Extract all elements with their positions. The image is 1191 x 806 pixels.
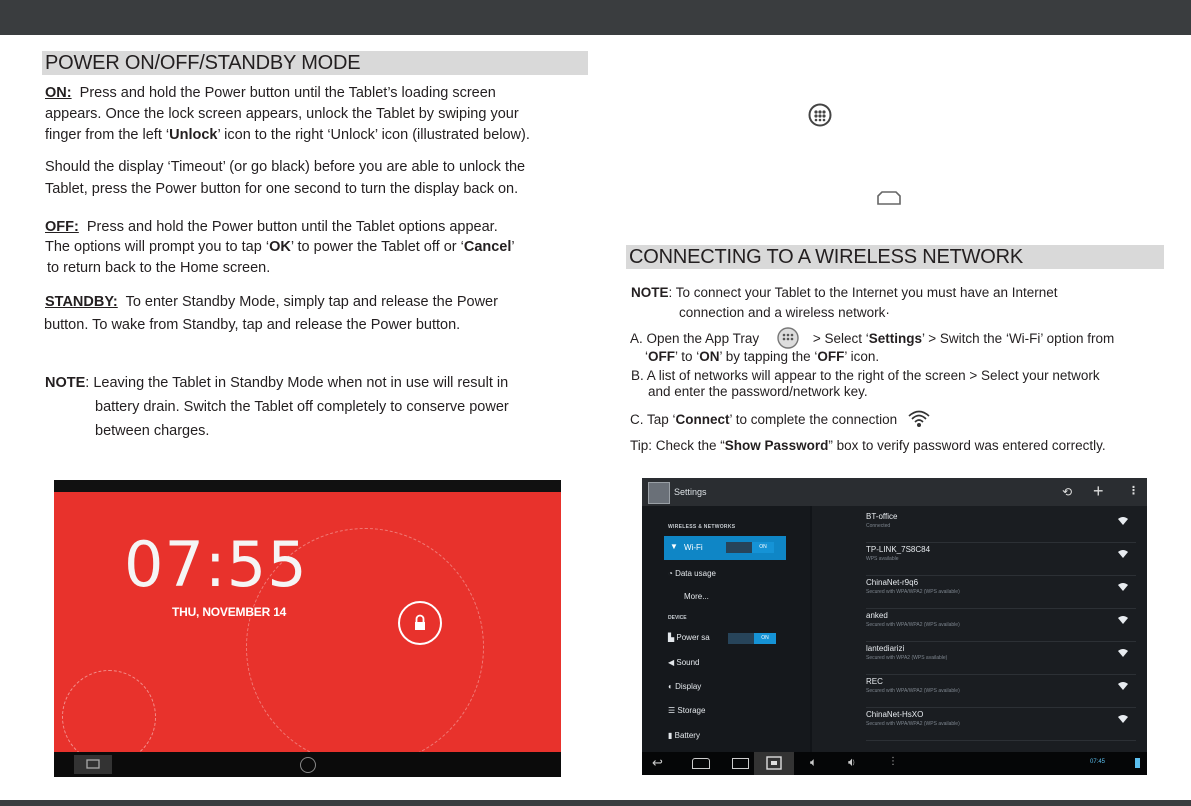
overflow-menu-icon[interactable]: ⋮	[1128, 485, 1139, 497]
on-text-3a: finger from the left ‘	[45, 127, 170, 143]
lock-status-bar	[54, 480, 561, 492]
network-name: lantediarizi	[866, 644, 905, 653]
network-row[interactable]	[866, 609, 1136, 642]
tip-a: Tip: Check the “	[630, 438, 725, 453]
network-row[interactable]	[866, 576, 1136, 609]
standby-text-1: To enter Standby Mode, simply tap and release the Power	[125, 294, 498, 310]
app-tray-icon-large	[808, 103, 832, 127]
network-name: REC	[866, 677, 883, 686]
network-row[interactable]	[866, 510, 1136, 543]
off-label: OFF:	[45, 219, 79, 235]
network-status: Secured with WPA/WPA2 (WPS available)	[866, 589, 960, 595]
on-line-3	[45, 125, 530, 146]
step-a-line-1	[630, 327, 1114, 349]
wifi-note-line-1	[631, 283, 1058, 303]
step-a-on: ON	[699, 349, 720, 364]
network-name: ChinaNet-r9q6	[866, 578, 919, 587]
wifi-note-line-2: connection and a wireless network·	[679, 305, 890, 320]
settings-action-bar	[642, 478, 1147, 506]
step-b-line-2: and enter the password/network key.	[648, 384, 868, 399]
app-tray-icon-small	[777, 327, 799, 349]
off-text-2e: ’	[511, 239, 515, 255]
settings-screen-image	[642, 478, 1147, 775]
data-usage-item[interactable]	[668, 569, 716, 578]
on-text-3b: Unlock	[169, 127, 218, 143]
display-icon: ◐	[668, 682, 676, 691]
network-status: Secured with WPA2 (WPS available)	[866, 655, 948, 661]
wifi-toggle[interactable]	[726, 542, 774, 553]
on-text-3c: ’ icon to the right ‘Unlock’ icon (illustrated below).	[217, 127, 530, 143]
note-label: NOTE	[45, 375, 86, 391]
lock-nav-bar	[54, 752, 561, 777]
timeout-line-2: Tablet, press the Power button for one second to turn the display back on.	[45, 181, 519, 197]
settings-app-icon	[648, 482, 670, 504]
settings-nav-bar	[642, 752, 1147, 775]
network-row[interactable]	[866, 642, 1136, 675]
power-toggle[interactable]	[728, 633, 776, 644]
off-cancel: Cancel	[463, 239, 512, 255]
network-status: WPS available	[866, 556, 899, 562]
data-usage-label: Data usage	[675, 569, 716, 578]
network-status: Connected	[866, 523, 891, 529]
more-item[interactable]: More...	[684, 592, 709, 601]
battery-status-icon	[1135, 758, 1140, 768]
lock-icon[interactable]	[398, 601, 442, 645]
power-toggle-on: ON	[754, 633, 776, 644]
network-status: Secured with WPA/WPA2 (WPS available)	[866, 721, 960, 727]
menu-icon[interactable]: ⋮	[888, 756, 898, 767]
screenshot-icon[interactable]	[754, 752, 794, 775]
bottom-bar	[0, 800, 1191, 806]
status-clock: 07:45	[1090, 759, 1106, 765]
off-line-1	[45, 217, 498, 238]
off-line-3: to return back to the Home screen.	[47, 260, 271, 276]
tip-line	[630, 436, 1106, 456]
settings-title: Settings	[674, 487, 707, 497]
network-row[interactable]	[866, 708, 1136, 741]
wifi-signal-icon	[1118, 681, 1128, 691]
volume-down-icon[interactable]: 🔈︎	[810, 755, 818, 769]
note-line-3: between charges.	[95, 423, 210, 439]
note-text-1: : Leaving the Tablet in Standby Mode when not in use will result in	[85, 375, 509, 391]
step-a-b7: ’ icon.	[844, 349, 880, 364]
wifi-signal-icon	[1118, 582, 1128, 592]
recent-apps-icon[interactable]	[732, 758, 749, 769]
home-icon-large	[876, 190, 902, 206]
off-line-2	[45, 237, 515, 258]
settings-left-panel	[642, 506, 810, 752]
wifi-note-text-1: : To connect your Tablet to the Internet you must have an Internet	[668, 285, 1058, 300]
step-a-b3: ’ to ‘	[675, 349, 700, 364]
wifi-toggle-on: ON	[752, 542, 774, 553]
step-c-connect: Connect	[675, 412, 730, 427]
step-b-line-1: B. A list of networks will appear to the right of the screen > Select your network	[631, 368, 1100, 383]
home-circle-icon[interactable]	[300, 757, 316, 773]
network-name: anked	[866, 611, 888, 620]
on-line-1	[45, 83, 496, 104]
wifi-signal-icon	[1118, 648, 1128, 658]
display-item[interactable]	[668, 682, 701, 691]
timeout-line-1: Should the display ‘Timeout’ (or go black) before you are able to unlock the	[45, 159, 526, 175]
wifi-row-label: Wi-Fi	[684, 543, 703, 552]
network-name: ChinaNet-HsXO	[866, 710, 924, 719]
volume-up-icon[interactable]: 🔉︎	[848, 755, 856, 769]
sound-label: Sound	[676, 658, 700, 667]
network-name: BT-office	[866, 512, 898, 521]
back-icon[interactable]: ↩	[652, 755, 663, 770]
wifi-signal-icon	[1118, 516, 1128, 526]
on-line-2: appears. Once the lock screen appears, unlock the Tablet by swiping your	[45, 106, 519, 122]
storage-icon: ☰	[668, 706, 678, 715]
step-c-c: ’ to complete the connection	[729, 412, 898, 427]
tip-show-password: Show Password	[724, 438, 829, 453]
on-label: ON:	[45, 85, 72, 101]
standby-line-1	[45, 292, 498, 313]
home-icon[interactable]	[692, 758, 710, 769]
network-row[interactable]	[866, 543, 1136, 576]
storage-label: Storage	[677, 706, 706, 715]
power-heading: POWER ON/OFF/STANDBY MODE	[42, 51, 588, 75]
sync-icon[interactable]: ⟲	[1062, 485, 1073, 499]
unlock-circle-small	[62, 670, 156, 764]
step-c-a: C. Tap ‘	[630, 412, 676, 427]
off-ok: OK	[269, 239, 291, 255]
network-status: Secured with WPA/WPA2 (WPS available)	[866, 688, 960, 694]
wifi-row[interactable]	[664, 536, 786, 560]
wireless-heading: CONNECTING TO A WIRELESS NETWORK	[626, 245, 1164, 269]
standby-line-2: button. To wake from Standby, tap and release the Power button.	[44, 317, 461, 333]
step-a-settings: Settings	[868, 331, 923, 346]
on-text-1: Press and hold the Power button until the Tablet’s loading screen	[79, 85, 496, 101]
standby-label: STANDBY:	[45, 294, 118, 310]
lock-screen-image	[54, 480, 561, 777]
wifi-note-label: NOTE	[631, 285, 669, 300]
note-line-2: battery drain. Switch the Tablet off completely to conserve power	[95, 399, 509, 415]
wifi-signal-icon	[1118, 549, 1128, 559]
step-a-b1: ‘	[645, 349, 648, 364]
wifi-icon	[907, 408, 931, 430]
lock-clock: 07:55	[124, 528, 308, 601]
wifi-signal-icon	[1118, 615, 1128, 625]
off-text-2c: ’ to power the Tablet off or ‘	[290, 239, 464, 255]
add-icon[interactable]: +	[1093, 481, 1104, 501]
power-label: Power sa	[676, 633, 710, 642]
step-a-text-2: > Select ‘	[812, 331, 869, 346]
storage-item[interactable]	[668, 706, 705, 715]
step-a-text-4: ’ > Switch the ‘Wi-Fi’ option from	[922, 331, 1115, 346]
wifi-signal-icon	[1118, 714, 1128, 724]
data-usage-icon: ◔	[668, 569, 676, 578]
top-bar	[0, 0, 1191, 35]
display-label: Display	[675, 682, 702, 691]
step-a-off-2: OFF	[817, 349, 845, 364]
step-c-line	[630, 408, 931, 430]
sound-item[interactable]	[668, 658, 700, 667]
step-a-text-1: A. Open the App Tray	[630, 331, 760, 346]
network-list	[812, 506, 1147, 752]
battery-item[interactable]	[668, 731, 700, 740]
off-text-1: Press and hold the Power button until the Tablet options appear.	[86, 219, 498, 235]
step-a-off: OFF	[648, 349, 675, 364]
network-name: TP-LINK_7S8C84	[866, 545, 931, 554]
off-text-2a: The options will prompt you to tap ‘	[45, 239, 270, 255]
note-line-1	[45, 373, 508, 394]
step-a-line-2	[645, 347, 879, 367]
lock-date: THU, NOVEMBER 14	[172, 605, 287, 619]
power-icon: ▙	[668, 633, 677, 642]
tip-c: ” box to verify password was entered correctly.	[828, 438, 1106, 453]
recent-apps-icon[interactable]	[74, 755, 112, 774]
battery-icon: ▮	[668, 731, 675, 740]
network-status: Secured with WPA/WPA2 (WPS available)	[866, 622, 960, 628]
section-device: DEVICE	[668, 615, 687, 621]
sound-icon: ◀	[668, 658, 677, 667]
step-a-b5: ’ by tapping the ‘	[719, 349, 818, 364]
power-item[interactable]	[668, 633, 710, 642]
battery-label: Battery	[674, 731, 700, 740]
wifi-row-icon: ▼	[670, 542, 678, 551]
section-wireless: WIRELESS & NETWORKS	[668, 524, 736, 530]
network-row[interactable]	[866, 675, 1136, 708]
